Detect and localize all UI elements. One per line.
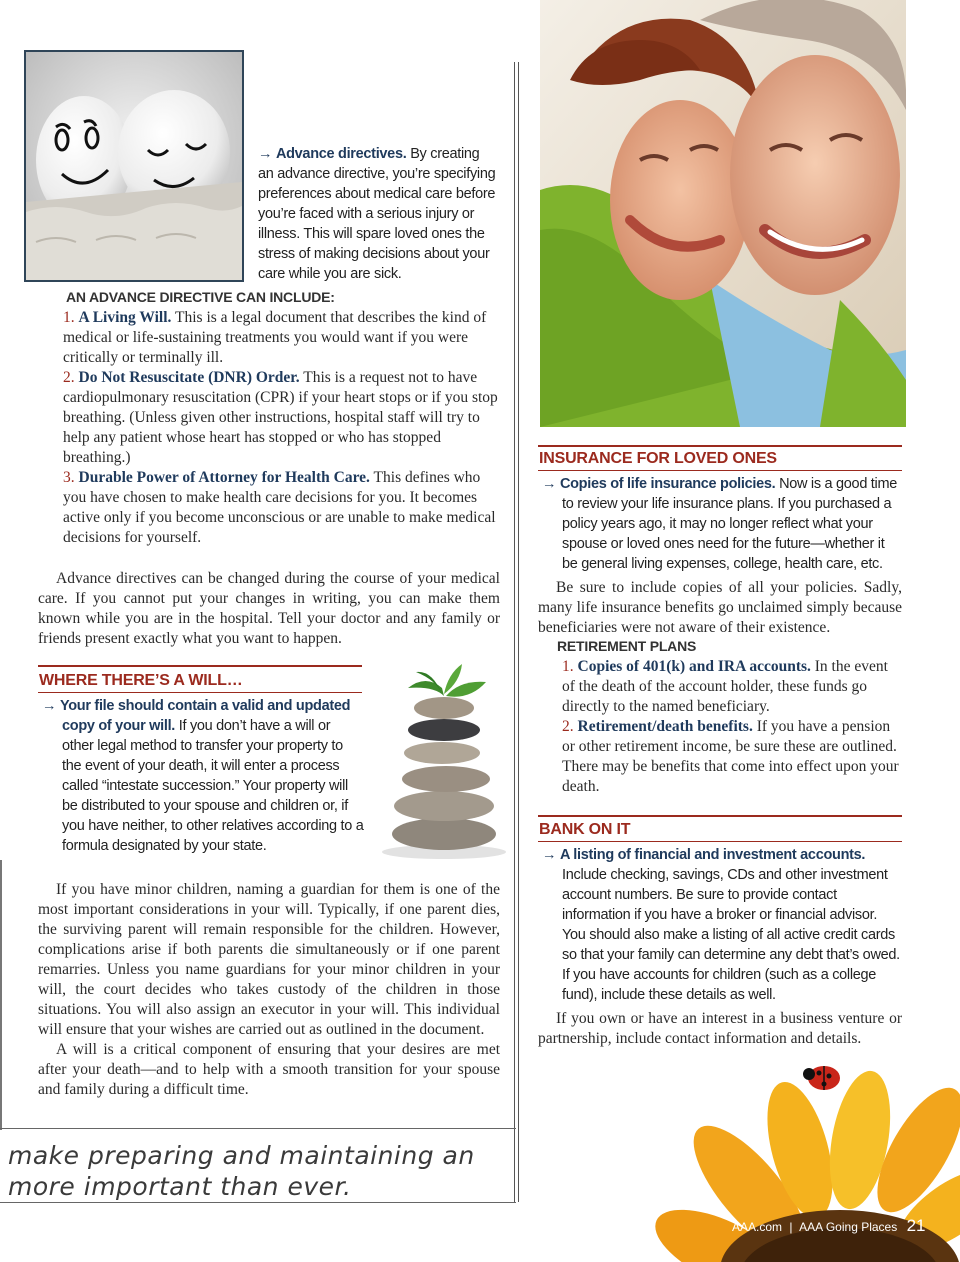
- directive-item-title: Do Not Resuscitate (DNR) Order.: [78, 369, 300, 386]
- stacked-stones-image: [374, 652, 510, 862]
- advance-directives-intro: [258, 144, 498, 284]
- footer-separator: |: [789, 1220, 793, 1234]
- caption-bar-top: [0, 1128, 516, 1129]
- insurance-callout: [542, 474, 902, 574]
- directive-list: [63, 308, 503, 548]
- bank-paragraph: If you own or have an interest in a business venture or partnership, include contact information and details.: [538, 1010, 902, 1047]
- eggs-photo: [24, 50, 244, 282]
- advance-directives-text: By creating an advance directive, you’re specifying preferences about medical care before you’re faced with a serious injury or illness. This will spare loved ones the stress of making decisions about your care while you are sick.: [258, 146, 496, 282]
- column-divider: [514, 62, 515, 1202]
- bank-heading: BANK ON IT: [539, 821, 631, 838]
- directive-item-text: This is a legal document that describes the kind of medical or life-sustaining treatments you would want if you were critically or terminally ill.: [63, 309, 487, 366]
- directive-list-heading: AN ADVANCE DIRECTIVE CAN INCLUDE:: [66, 289, 335, 305]
- directive-item: [63, 368, 503, 468]
- page-number: 21: [906, 1216, 926, 1235]
- page-footer: [732, 1216, 925, 1236]
- directive-item-title: Durable Power of Attorney for Health Care.: [78, 469, 370, 486]
- handwritten-caption: [8, 1140, 508, 1202]
- bank-lead: A listing of financial and investment accounts.: [559, 847, 866, 863]
- insurance-callout-text: Now is a good time to review your life insurance plans. If you purchased a policy years ago, it may no longer reflect what your spouse or loved ones need for the future—whether it be general living expenses, college, health care, etc.: [562, 476, 898, 572]
- arrow-right-icon: →: [42, 698, 57, 714]
- directive-item-title: A Living Will.: [78, 309, 172, 326]
- arrow-right-icon: →: [542, 847, 557, 863]
- retirement-item-text: In the event of the death of the account holder, these funds go directly to the named beneficiary.: [562, 658, 888, 715]
- retirement-item: [562, 717, 900, 797]
- left-edge-line: [0, 860, 2, 1130]
- bank-callout: [542, 845, 902, 1005]
- insurance-heading-rule-top: [538, 445, 902, 447]
- arrow-right-icon: →: [258, 146, 273, 162]
- directive-item: [63, 308, 503, 368]
- eggs-illustration: [26, 52, 242, 280]
- retirement-heading: RETIREMENT PLANS: [557, 638, 697, 654]
- retirement-item-text: If you have a pension or other retirement income, be sure these are outlined. There may be benefits that come into effect upon your death.: [562, 718, 899, 795]
- directive-item-text: This defines who you have chosen to make health care decisions for you. It becomes active only if you become unconscious or are unable to make medical decisions for yourself.: [63, 469, 496, 546]
- bank-heading-rule-bottom: [538, 841, 902, 842]
- hug-illustration: [540, 0, 906, 427]
- insurance-heading: INSURANCE FOR LOVED ONES: [539, 450, 777, 467]
- directive-item: [63, 468, 503, 548]
- handwritten-line: make preparing and maintaining an: [8, 1141, 475, 1170]
- directive-item-number: 3.: [63, 469, 75, 486]
- footer-site: AAA.com: [732, 1220, 783, 1234]
- insurance-lead: Copies of life insurance policies.: [559, 476, 776, 492]
- stones-illustration: [374, 652, 510, 862]
- handwritten-line: more important than ever.: [8, 1172, 352, 1201]
- directive-item-number: 1.: [63, 309, 75, 326]
- will-paragraph: If you have minor children, naming a guardian for them is one of the most important considerations in your will. Typically, if one parent dies, the surviving parent will remain responsible for the children. However, complications arise if both parents die simultaneously or if one parent remarries. Unless you name guardians for your minor children in your will, the court decides who takes custody of the children in those situations. You will also assign an executor in your will. This individual will ensure that your wishes are carried out as outlined in the document.: [38, 881, 500, 1038]
- advance-directives-lead: Advance directives.: [275, 146, 407, 162]
- insurance-heading-rule-bottom: [538, 470, 902, 471]
- directive-item-number: 2.: [63, 369, 75, 386]
- will-lead: Your file should contain a valid and updated copy of your will.: [59, 698, 351, 734]
- retirement-list: [562, 657, 900, 797]
- will-body: [38, 880, 500, 1100]
- retirement-item-number: 2.: [562, 718, 574, 735]
- mother-daughter-photo: [540, 0, 906, 427]
- retirement-item-number: 1.: [562, 658, 574, 675]
- directive-item-text: This is a request not to have cardiopulmonary resuscitation (CPR) if your heart stops or if you stop breathing. (Unless given other instructions, hospital staff will try to help any patient whose heart has stopped or who has stopped breathing.): [63, 369, 498, 466]
- caption-bar-bottom: [0, 1202, 516, 1203]
- retirement-item-title: Copies of 401(k) and IRA accounts.: [577, 658, 811, 675]
- will-callout: [42, 696, 364, 856]
- will-heading: WHERE THERE’S A WILL…: [39, 672, 243, 689]
- will-heading-rule-top: [38, 665, 362, 667]
- insurance-paragraph: Be sure to include copies of all your policies. Sadly, many life insurance benefits go unclaimed simply because beneficiaries were not aware of their existence.: [538, 579, 902, 636]
- bank-heading-rule-top: [538, 815, 902, 817]
- will-callout-text: If you don’t have a will or other legal method to transfer your property to the event of your death, it will enter a process called “intestate succession.” Your property will be distributed to your spouse and children or, if you have neither, to other relatives according to a formula designated by your state.: [62, 718, 364, 854]
- retirement-item: [562, 657, 900, 717]
- will-heading-rule-bottom: [38, 692, 362, 693]
- arrow-right-icon: →: [542, 476, 557, 492]
- advance-paragraph: Advance directives can be changed during the course of your medical care. If you cannot put your changes in writing, you can make them known while you are in the hospital. Tell your doctor and any family or friends present exactly what you want to happen.: [38, 570, 500, 647]
- column-divider: [518, 62, 519, 1202]
- bank-callout-text: Include checking, savings, CDs and other investment account numbers. Be sure to provide contact information if you have a broker or financial advisor. You should also make a listing of all active credit cards so that your family can determine any debt that’s owed. If you have accounts for children (such as a college fund), include these details as well.: [562, 867, 900, 1003]
- retirement-item-title: Retirement/death benefits.: [577, 718, 753, 735]
- will-paragraph: A will is a critical component of ensuring that your desires are met after your death—and to help with a smooth transition for your spouse and family during a difficult time.: [38, 1041, 500, 1098]
- footer-publication: AAA Going Places: [799, 1220, 898, 1234]
